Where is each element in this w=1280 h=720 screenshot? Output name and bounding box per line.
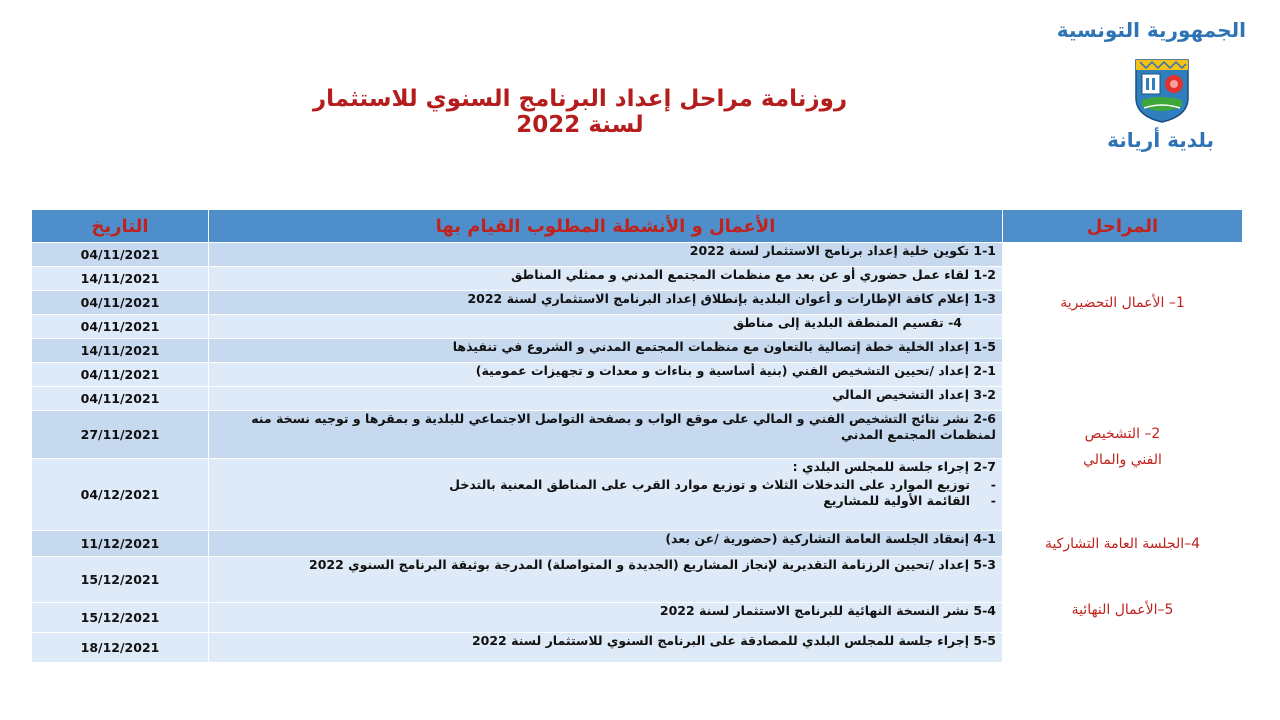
activity-cell: 3-2 إعداد التشخيص المالي — [209, 387, 1003, 411]
bullet-item: - توزيع الموارد على التدخلات الثلاث و توزيع موارد القرب على المناطق المعنية بالتدخل — [215, 477, 970, 493]
activity-cell: 5-4 نشر النسخة النهائية للبرنامج الاستثمار لسنة 2022 — [209, 603, 1003, 633]
date-cell: 14/11/2021 — [32, 267, 209, 291]
bullet-item: - القائمة الأولية للمشاريع — [215, 493, 970, 509]
header-date: التاريخ — [32, 210, 209, 243]
table-header-row — [32, 210, 1243, 243]
stage-diagnosis — [1003, 363, 1243, 531]
activity-cell: 1-1 تكوين خلية إعداد برنامج الاستثمار لسنة 2022 — [209, 243, 1003, 267]
activity-cell: 1-2 لقاء عمل حضوري أو عن بعد مع منظمات المجتمع المدني و ممثلي المناطق — [209, 267, 1003, 291]
activity-text: 2-7 إجراء جلسة للمجلس البلدي : — [792, 459, 996, 474]
stage-general-assembly — [1003, 531, 1243, 557]
date-cell: 15/12/2021 — [32, 603, 209, 633]
activity-cell: 1-3 إعلام كافة الإطارات و أعوان البلدية بإنطلاق إعداد البرنامج الاستثماري لسنة 2022 — [209, 291, 1003, 315]
stage-label-sub: الفني والمالي — [1083, 451, 1162, 468]
activity-cell: 2-1 إعداد /تحيين التشخيص الفني (بنية أساسية و بناءات و معدات و تجهيزات عمومية) — [209, 363, 1003, 387]
stage-label: 5–الأعمال النهائية — [1071, 601, 1174, 618]
date-cell: 04/11/2021 — [32, 243, 209, 267]
activity-cell — [209, 459, 1003, 531]
stage-preparatory — [1003, 243, 1243, 363]
table-row — [32, 243, 1243, 267]
date-cell: 04/11/2021 — [32, 291, 209, 315]
investment-schedule-table — [31, 209, 1243, 663]
date-cell: 04/12/2021 — [32, 459, 209, 531]
date-cell: 18/12/2021 — [32, 633, 209, 663]
table-row — [32, 557, 1243, 603]
country-name: الجمهورية التونسية — [1056, 18, 1246, 42]
stage-label: 2– التشخيص — [1084, 425, 1161, 442]
table-row — [32, 363, 1243, 387]
activity-cell: 5-5 إجراء جلسة للمجلس البلدي للمصادقة على البرنامج السنوي للاستثمار لسنة 2022 — [209, 633, 1003, 663]
stage-final-works — [1003, 557, 1243, 663]
stage-label: 4–الجلسة العامة التشاركية — [1044, 535, 1201, 552]
activity-cell: 2-6 نشر نتائج التشخيص الفني و المالي على موقع الواب و بصفحة التواصل الاجتماعي للبلدية و بمقرها و توجيه نسخة منه لمنظمات المجتمع المدني — [209, 411, 1003, 459]
activity-cell: 1-5 إعداد الخلية خطة إتصالية بالتعاون مع منظمات المجتمع المدني و الشروع في تنفيذها — [209, 339, 1003, 363]
activity-bullets — [215, 477, 996, 509]
header-activities: الأعمال و الأنشطة المطلوب القيام بها — [209, 210, 1003, 243]
date-cell: 04/11/2021 — [32, 363, 209, 387]
date-cell: 15/12/2021 — [32, 557, 209, 603]
date-cell: 04/11/2021 — [32, 387, 209, 411]
page-title: روزنامة مراحل إعداد البرنامج السنوي للاستثمار لسنة 2022 — [312, 86, 848, 138]
municipality-name: بلدية أريانة — [1107, 128, 1214, 152]
activity-cell: 4- تقسيم المنطقة البلدية إلى مناطق — [209, 315, 1003, 339]
stage-label: 1– الأعمال التحضيرية — [1060, 294, 1185, 311]
date-cell: 27/11/2021 — [32, 411, 209, 459]
activity-cell: 4-1 إنعقاد الجلسة العامة التشاركية (حضورية /عن بعد) — [209, 531, 1003, 557]
date-cell: 04/11/2021 — [32, 315, 209, 339]
activity-cell: 5-3 إعداد /تحيين الرزنامة التقديرية لإنجاز المشاريع (الجديدة و المتواصلة) المدرجة بوثيقة البرنامج السنوي 2022 — [209, 557, 1003, 603]
header-stages: المراحل — [1003, 210, 1243, 243]
municipality-crest-icon — [1132, 58, 1192, 124]
date-cell: 14/11/2021 — [32, 339, 209, 363]
table-row — [32, 531, 1243, 557]
date-cell: 11/12/2021 — [32, 531, 209, 557]
